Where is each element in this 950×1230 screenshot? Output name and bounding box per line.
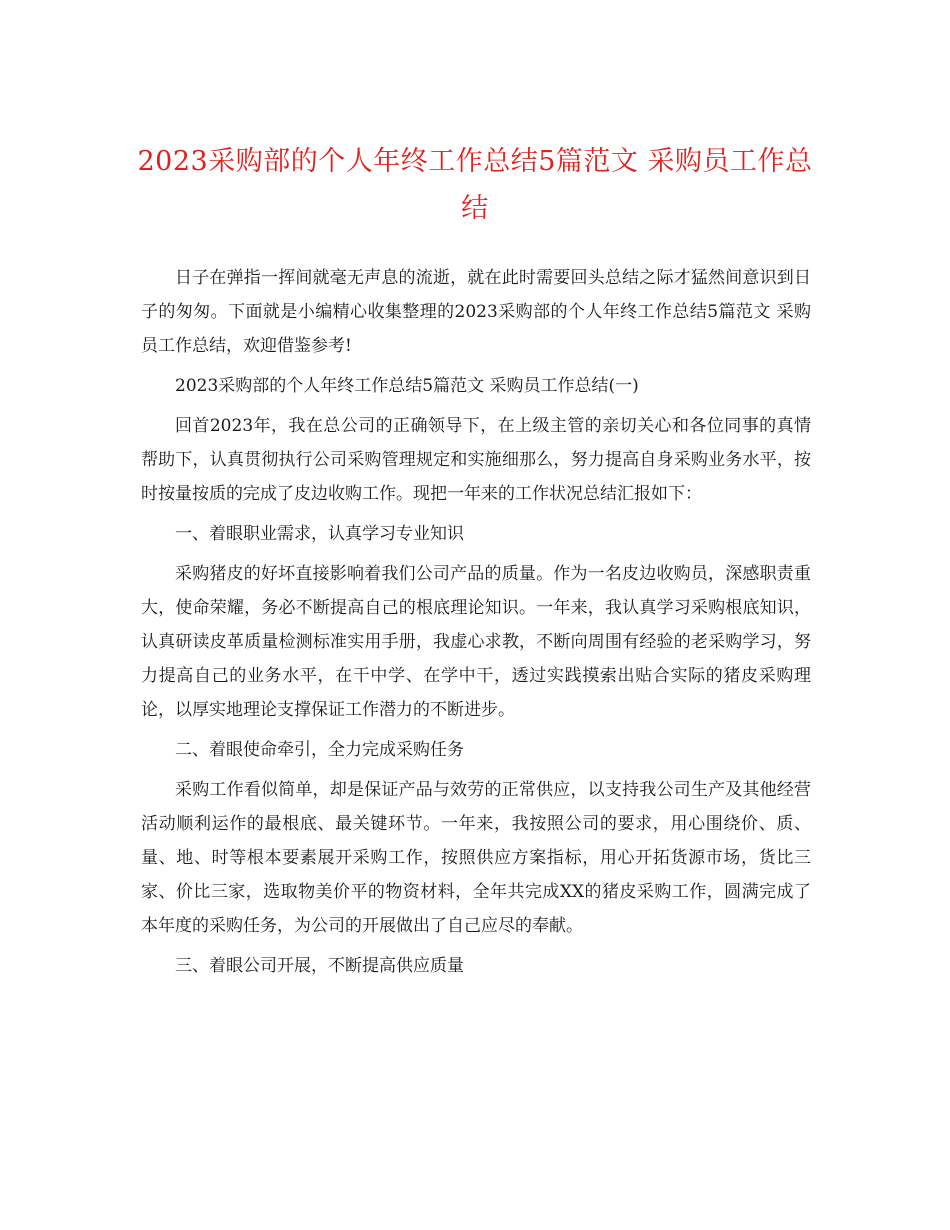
section-heading: 三、着眼公司开展，不断提高供应质量 — [175, 956, 464, 976]
body-paragraph: 采购工作看似简单，却是保证产品与效劳的正常供应，以支持我公司生产及其他经营活动顺利运作的最根底、最关键环节。一年来，我按照公司的要求，用心围绕价、质、量、地、时等根本要素展开采购工作，按照供应方案指标，用心开拓货源市场，货比三家、价比三家，选取物美价平的物资材料，全年共完成XX的猪皮采购工作，圆满完成了本年度的采购任务，为公司的开展做出了自己应尽的奉献。 — [141, 780, 811, 936]
section-heading: 二、着眼使命牵引，全力完成采购任务 — [175, 740, 464, 760]
body-paragraph: 回首2023年，我在总公司的正确领导下，在上级主管的亲切关心和各位同事的真情帮助下，认真贯彻执行公司采购管理规定和实施细那么，努力提高自身采购业务水平，按时按量按质的完成了皮边收购工作。现把一年来的工作状况总结汇报如下： — [141, 416, 811, 504]
body-paragraph: 采购猪皮的好坏直接影响着我们公司产品的质量。作为一名皮边收购员，深感职责重大，使命荣耀，务必不断提高自己的根底理论知识。一年来，我认真学习采购根底知识，认真研读皮革质量检测标准实用手册，我虚心求教，不断向周围有经验的老采购学习，努力提高自己的业务水平，在干中学、在学中干，透过实践摸索出贴合实际的猪皮采购理论，以厚实地理论支撑保证工作潜力的不断进步。 — [141, 564, 811, 720]
section-heading: 一、着眼职业需求，认真学习专业知识 — [175, 524, 464, 544]
intro-paragraph: 日子在弹指一挥间就毫无声息的流逝，就在此时需要回头总结之际才猛然间意识到日子的匆匆。下面就是小编精心收集整理的2023采购部的个人年终工作总结5篇范文 采购员工作总结，欢迎借鉴参考! — [141, 268, 811, 356]
document-title: 2023采购部的个人年终工作总结5篇范文 采购员工作总结 — [137, 146, 813, 224]
document-body — [141, 261, 811, 989]
section-heading: 2023采购部的个人年终工作总结5篇范文 采购员工作总结(一) — [175, 376, 639, 396]
